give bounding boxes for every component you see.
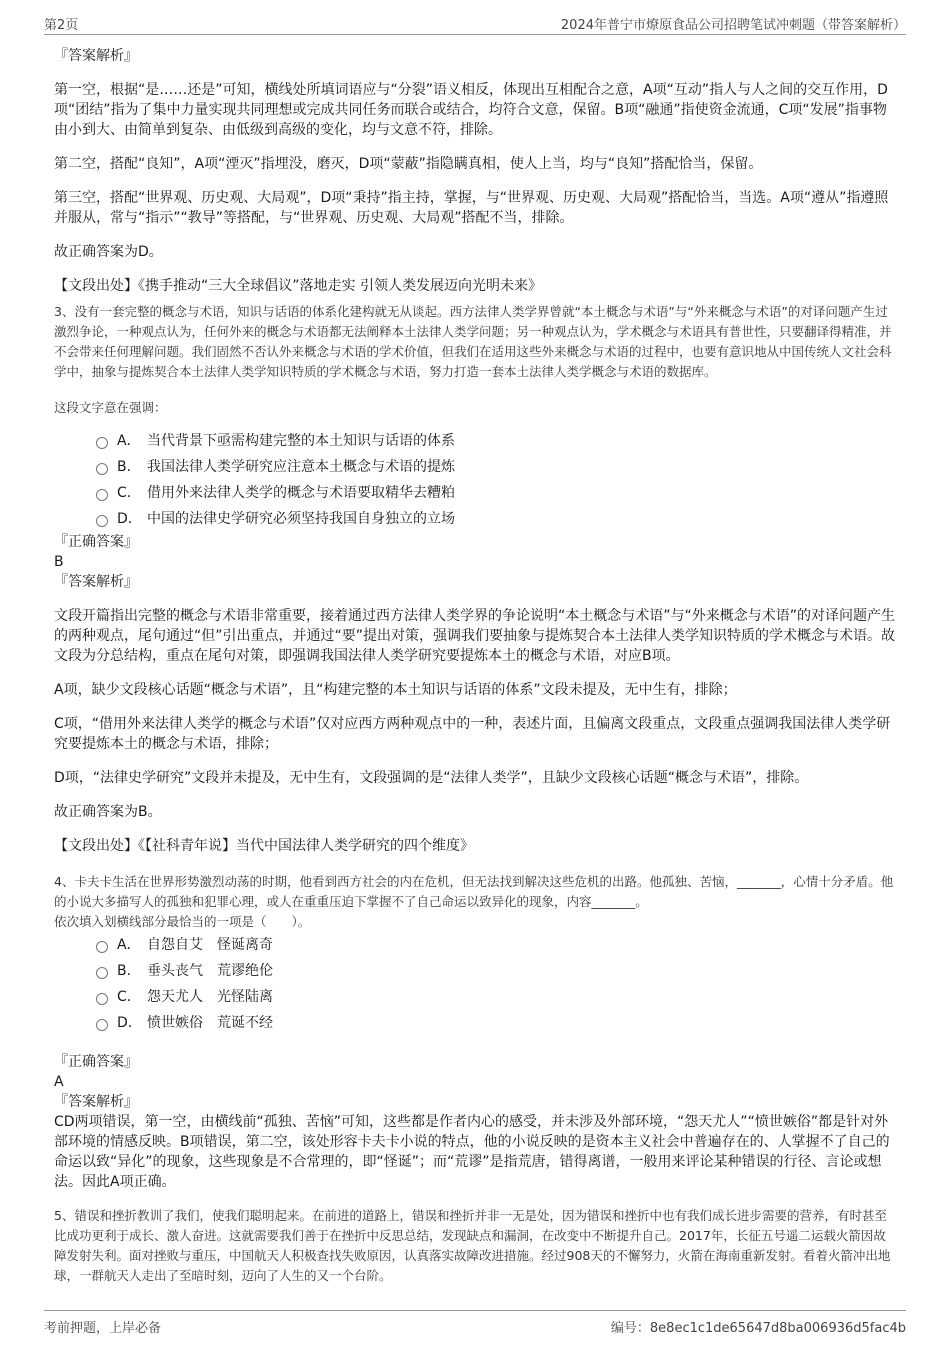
radio-icon[interactable] — [96, 515, 108, 527]
q4-answer-value: A — [54, 1074, 64, 1090]
q3-answer-label: 『正确答案』 — [54, 534, 138, 550]
radio-icon[interactable] — [96, 1019, 108, 1031]
q3-option-c[interactable] — [96, 480, 896, 506]
radio-icon[interactable] — [96, 967, 108, 979]
q3-answer-conclusion: 故正确答案为B。 — [54, 804, 162, 820]
q4-option-c[interactable] — [96, 984, 896, 1010]
option-text: 垂头丧气 荒谬绝伦 — [147, 963, 273, 979]
option-text: 我国法律人类学研究应注意本土概念与术语的提炼 — [147, 459, 455, 475]
option-letter: B． — [117, 459, 141, 475]
q2-analysis-label: 『答案解析』 — [54, 48, 138, 64]
option-text: 愤世嫉俗 荒诞不经 — [147, 1015, 273, 1031]
q4-options — [54, 932, 896, 1036]
option-letter: D． — [117, 511, 142, 527]
option-letter: B． — [117, 963, 141, 979]
radio-icon[interactable] — [96, 463, 108, 475]
option-letter: A． — [117, 433, 141, 449]
option-text: 当代背景下亟需构建完整的本土知识与话语的体系 — [147, 433, 455, 449]
q3-option-a[interactable] — [96, 428, 896, 454]
option-letter: C． — [117, 485, 141, 501]
q3-prompt: 这段文字意在强调： — [54, 400, 167, 415]
q2-analysis-paragraph: 第三空，搭配“世界观、历史观、大局观”，D项“秉持”指主持，掌握，与“世界观、历史观、大局观”搭配恰当，当选。A项“遵从”指遵照并服从，常与“指示”“教导”等搭配，与“世界观、历史观、大局观”搭配不当，排除。 — [54, 190, 889, 226]
q4-prompt: 依次填入划横线部分最恰当的一项是（ ）。 — [54, 914, 311, 929]
radio-icon[interactable] — [96, 993, 108, 1005]
document-title: 2024年普宁市燎原食品公司招聘笔试冲刺题（带答案解析） — [560, 18, 906, 33]
option-text: 借用外来法律人类学的概念与术语要取精华去糟粕 — [147, 485, 455, 501]
option-text: 怨天尤人 光怪陆离 — [147, 989, 273, 1005]
q3-analysis-paragraph: 文段开篇指出完整的概念与术语非常重要，接着通过西方法律人类学界的争论说明“本土概念与术语”与“外来概念与术语”的对译问题产生的两种观点，尾句通过“但”引出重点，并通过“要”提出对策，强调我们要抽象与提炼契合本土法律人类学知识特质的学术概念与术语。故文段为分总结构，重点在尾句对策，即强调我国法律人类学研究要提炼本土的概念与术语，对应B项。 — [54, 608, 896, 664]
q4-answer-label: 『正确答案』 — [54, 1054, 138, 1070]
q3-option-b[interactable] — [96, 454, 896, 480]
q4-stem: 4、卡夫卡生活在世界形势激烈动荡的时期，他看到西方社会的内在危机，但无法找到解决这些危机的出路。他孤独、苦恼，_______，心情十分矛盾。他的小说大多描写人的孤独和犯罪心理，或人在重重压迫下掌握不了自己命运以致异化的现象，内容_______。 — [54, 874, 894, 909]
q3-analysis-paragraph: C项，“借用外来法律人类学的概念与术语”仅对应西方两种观点中的一种，表述片面，且偏离文段重点，文段重点强调我国法律人类学研究要提炼本土的概念与术语，排除； — [54, 716, 891, 752]
radio-icon[interactable] — [96, 437, 108, 449]
q2-source: 【文段出处】《携手推动“三大全球倡议”落地走实 引领人类发展迈向光明未来》 — [54, 278, 542, 294]
q3-analysis-label: 『答案解析』 — [54, 574, 138, 590]
document-body — [54, 46, 896, 1286]
q3-options — [54, 428, 896, 532]
q2-answer-conclusion: 故正确答案为D。 — [54, 244, 163, 260]
q5-stem: 5、错误和挫折教训了我们，使我们聪明起来。在前进的道路上，错误和挫折并非一无是处，因为错误和挫折中也有我们成长进步需要的营养，有时甚至比成功更利于成长、激人奋进。这就需要我们善于在挫折中反思总结，发现缺点和漏洞，在改变中不断提升自己。2017年，长征五号遥二运载火箭因故障发射失利。面对挫败与重压，中国航天人积极查找失败原因，认真落实故障改进措施。经过908天的不懈努力，火箭在海南重新发射。看着火箭冲出地球，一群航天人走出了至暗时刻，迈向了人生的又一个台阶。 — [54, 1208, 891, 1283]
q3-stem: 3、没有一套完整的概念与术语，知识与话语的体系化建构就无从谈起。西方法律人类学界曾就“本土概念与术语”与“外来概念与术语”的对译问题产生过激烈争论，一种观点认为，任何外来的概念与术语都无法阐释本土法律人类学问题；另一种观点认为，学术概念与术语具有普世性，只要翻译得精准，并不会带来任何理解问题。我们固然不否认外来概念与术语的学术价值，但我们在适用这些外来概念与术语的过程中，也要有意识地从中国传统人文社会科学中，抽象与提炼契合本土法律人类学知识特质的学术概念与术语，努力打造一套本土法律人类学概念与术语的数据库。 — [54, 304, 892, 379]
option-letter: A． — [117, 937, 141, 953]
q2-analysis-paragraph: 第二空，搭配“良知”，A项“湮灭”指埋没，磨灭，D项“蒙蔽”指隐瞒真相，使人上当，均与“良知”搭配恰当，保留。 — [54, 156, 763, 172]
option-text: 自怨自艾 怪诞离奇 — [147, 937, 273, 953]
q4-option-d[interactable] — [96, 1010, 896, 1036]
q4-analysis-label: 『答案解析』 — [54, 1094, 138, 1110]
q3-option-d[interactable] — [96, 506, 896, 532]
q2-analysis-paragraph: 第一空，根据“是……还是”可知，横线处所填词语应与“分裂”语义相反，体现出互相配合之意，A项“互动”指人与人之间的交互作用，D项“团结”指为了集中力量实现共同理想或完成共同任务而联合或结合，均符合文意，保留。B项“融通”指使资金流通，C项“发展”指事物由小到大、由简单到复杂、由低级到高级的变化，均与文意不符，排除。 — [54, 82, 888, 138]
option-letter: C． — [117, 989, 141, 1005]
q3-analysis-paragraph: D项，“法律史学研究”文段并未提及，无中生有，文段强调的是“法律人类学”，且缺少文段核心话题“概念与术语”，排除。 — [54, 770, 809, 786]
page-number: 第2页 — [44, 18, 79, 33]
radio-icon[interactable] — [96, 489, 108, 501]
page-header — [44, 12, 906, 35]
option-text: 中国的法律史学研究必须坚持我国自身独立的立场 — [147, 511, 455, 527]
option-letter: D． — [117, 1015, 142, 1031]
document-id: 编号：8e8ec1c1de65647d8ba006936d5fac4b — [610, 1321, 906, 1336]
q4-option-b[interactable] — [96, 958, 896, 984]
q4-option-a[interactable] — [96, 932, 896, 958]
q3-answer-value: B — [54, 554, 64, 570]
radio-icon[interactable] — [96, 941, 108, 953]
page-footer — [44, 1310, 906, 1341]
q3-source: 【文段出处】《【社科青年说】当代中国法律人类学研究的四个维度》 — [54, 838, 474, 854]
footer-slogan: 考前押题，上岸必备 — [44, 1321, 162, 1336]
q4-analysis-paragraph: CD两项错误，第一空，由横线前“孤独、苦恼”可知，这些都是作者内心的感受，并未涉及外部环境，“怨天尤人”“愤世嫉俗”都是针对外部环境的情感反映。B项错误，第二空，该处形容卡夫卡小说的特点，他的小说反映的是资本主义社会中普遍存在的、人掌握不了自己的命运以致“异化”的现象，这些现象是不合常理的，即“怪诞”；而“荒谬”是指荒唐，错得离谱，一般用来评论某种错误的行径、言论或想法。因此A项正确。 — [54, 1114, 890, 1190]
q3-analysis-paragraph: A项，缺少文段核心话题“概念与术语”，且“构建完整的本土知识与话语的体系”文段未提及，无中生有，排除； — [54, 682, 737, 698]
